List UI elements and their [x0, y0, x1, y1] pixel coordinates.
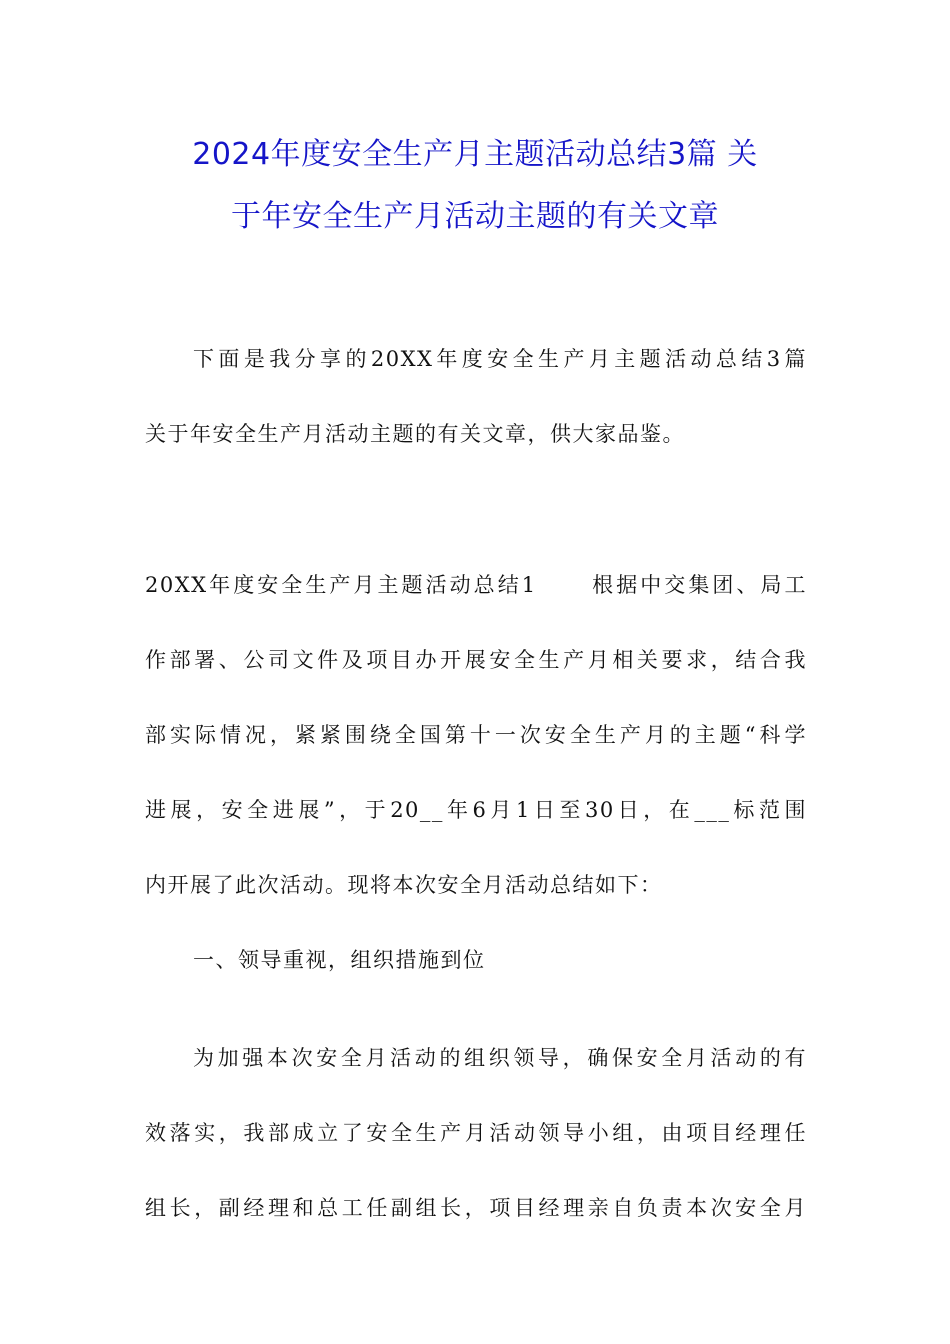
para2-line-3: 组长，副经理和总工任副组长，项目经理亲自负责本次安全月 — [145, 1196, 807, 1220]
section1-line-1 — [145, 548, 807, 623]
section1-line-1-rest: 根据中交集团、局工 — [590, 573, 808, 597]
intro-line-2: 关于年安全生产月活动主题的有关文章，供大家品鉴。 — [145, 422, 685, 446]
section1-heading: 20XX年度安全生产月主题活动总结1 — [145, 573, 537, 597]
title-line-2: 于年安全生产月活动主题的有关文章 — [231, 199, 719, 234]
para2-paragraph — [145, 1021, 807, 1246]
section1-line-5: 内开展了此次活动。现将本次安全月活动总结如下： — [145, 873, 663, 897]
subheading-1 — [145, 923, 807, 998]
subheading-1-text: 一、领导重视，组织措施到位 — [193, 948, 486, 972]
section1-line-2: 作部署、公司文件及项目办开展安全生产月相关要求，结合我 — [145, 648, 807, 672]
intro-line-1: 下面是我分享的20XX年度安全生产月主题活动总结3篇 — [193, 347, 807, 371]
section1-line-3: 部实际情况，紧紧围绕全国第十一次安全生产月的主题“科学 — [145, 723, 807, 747]
section1-line-4: 进展，安全进展”，于20__年6月1日至30日，在___标范围 — [145, 798, 807, 822]
intro-paragraph — [145, 322, 807, 472]
para2-line-1: 为加强本次安全月活动的组织领导，确保安全月活动的有 — [193, 1046, 807, 1070]
title-line-1: 2024年度安全生产月主题活动总结3篇 关 — [192, 137, 758, 172]
section1-paragraph — [145, 548, 807, 923]
para2-line-2: 效落实，我部成立了安全生产月活动领导小组，由项目经理任 — [145, 1121, 807, 1145]
document-title — [120, 124, 830, 248]
